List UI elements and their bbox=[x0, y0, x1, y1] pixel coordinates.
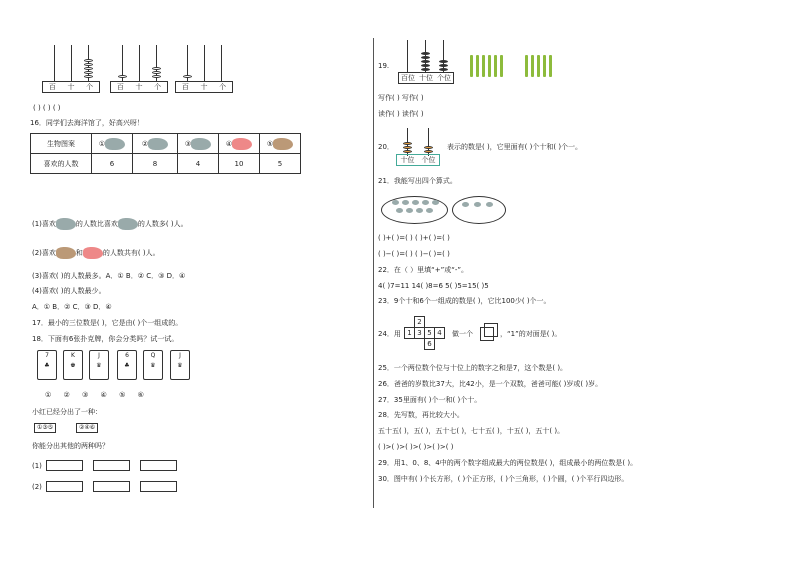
q24-b: 做一个 bbox=[452, 330, 473, 338]
q18-row-1 bbox=[46, 460, 177, 471]
card-4: 6 ♣ bbox=[117, 350, 137, 380]
q16-4-options: A．① B．② C．③ D．④ bbox=[32, 303, 112, 311]
q20-text: 表示的数是( )，它里面有( )个十和( )个一。 bbox=[447, 143, 583, 151]
q22: 22．在（ ）里填“+”或“-”。 bbox=[378, 266, 469, 274]
answer-box[interactable] bbox=[140, 460, 177, 471]
q19-number: 19. bbox=[378, 62, 390, 70]
q21-row-1: ( )+( )=( ) ( )+( )=( ) bbox=[378, 234, 450, 242]
q22-row: 4( )7=11 14( )8=6 5( )5=15( )5 bbox=[378, 282, 489, 290]
count-cell: 4 bbox=[178, 154, 219, 174]
table-row-label: 喜欢的人数 bbox=[31, 154, 92, 174]
q18-done: 小红已经分出了一种： bbox=[32, 408, 102, 416]
card-6: J ♛ bbox=[170, 350, 190, 380]
octopus-icon bbox=[273, 138, 293, 150]
count-cell: 8 bbox=[133, 154, 178, 174]
card-5: Q ♛ bbox=[143, 350, 163, 380]
table-header: 生物图案 bbox=[31, 134, 92, 154]
answer-box[interactable] bbox=[140, 481, 177, 492]
count-cell: 10 bbox=[219, 154, 260, 174]
q19-abacus: 百位 十位 个位 bbox=[398, 40, 454, 84]
abacus-3: 百 十 个 bbox=[175, 45, 233, 93]
q21-row-2: ( )−( )=( ) ( )−( )=( ) bbox=[378, 250, 450, 258]
clownfish-icon bbox=[232, 138, 252, 150]
q24-c: ，“1”的对面是( )。 bbox=[500, 330, 562, 338]
q16-title: 16．同学们去海洋馆了，好高兴呀！ bbox=[30, 119, 144, 127]
q23: 23．9个十和6个一组成的数是( )，它比100少( )个一。 bbox=[378, 297, 551, 305]
q16-2: (2)喜欢 和 的人数共有( )人。 bbox=[32, 249, 160, 257]
clownfish-icon bbox=[83, 247, 103, 259]
q18-row-2-label: (2) bbox=[32, 483, 42, 491]
q18-row-2 bbox=[46, 481, 177, 492]
q16-1: (1)喜欢 的人数比喜欢 的人数多( )人。 bbox=[32, 220, 188, 228]
group-2: ②④⑥ bbox=[76, 423, 98, 433]
card-2: K ♚ bbox=[63, 350, 83, 380]
q26: 26．爸爸的岁数比37大，比42小，是一个双数，爸爸可能( )岁或( )岁。 bbox=[378, 380, 603, 388]
pufferfish-icon bbox=[118, 218, 138, 230]
abacus-answers: ( ) ( ) ( ) bbox=[33, 104, 61, 112]
q28-row-2: ( )>( )>( )>( )>( )>( ) bbox=[378, 443, 454, 451]
fish-table: 生物图案 ① ② ③ ④ ⑤ 喜欢的人数 6 8 4 10 5 bbox=[30, 133, 301, 174]
q20-number: 20． bbox=[378, 143, 394, 151]
octopus-icon bbox=[56, 247, 76, 259]
count-cell: 6 bbox=[92, 154, 133, 174]
cube-icon bbox=[484, 323, 498, 337]
q21: 21．我能写出四个算式。 bbox=[378, 177, 457, 185]
answer-box[interactable] bbox=[46, 460, 83, 471]
card-3: J ♛ bbox=[89, 350, 109, 380]
card-1: 7 ♣ bbox=[37, 350, 57, 380]
q29: 29．用1、0、8、4中的两个数字组成最大的两位数是( )，组成最小的两位数是( )。 bbox=[378, 459, 638, 467]
plate-2 bbox=[452, 196, 506, 224]
answer-box[interactable] bbox=[93, 481, 130, 492]
q19-write: 写作( ) 写作( ) bbox=[378, 94, 424, 102]
count-cell: 5 bbox=[260, 154, 301, 174]
q19-read: 读作( ) 读作( ) bbox=[378, 110, 424, 118]
fish-icon bbox=[105, 138, 125, 150]
pufferfish-icon bbox=[191, 138, 211, 150]
answer-box[interactable] bbox=[93, 460, 130, 471]
fish-icon bbox=[148, 138, 168, 150]
column-divider bbox=[373, 38, 374, 508]
abacus-2: 百 十 个 bbox=[110, 45, 168, 93]
card-numbers: ① ② ③ ④ ⑤ ⑥ bbox=[45, 391, 144, 399]
cube-net: 2 1 3 5 4 6 bbox=[404, 316, 445, 350]
q18: 18．下面有6张扑克牌，你会分类吗？试一试。 bbox=[32, 335, 179, 343]
q28: 28．先写数，再比较大小。 bbox=[378, 411, 464, 419]
q25: 25．一个两位数个位与十位上的数字之和是7，这个数是( )。 bbox=[378, 364, 568, 372]
q18-row-1-label: (1) bbox=[32, 462, 42, 470]
q20-abacus: 十位 个位 bbox=[396, 128, 440, 166]
q24-a: 24．用 bbox=[378, 330, 401, 338]
fish-icon bbox=[56, 218, 76, 230]
q27: 27．35里面有( )个一和( )个十。 bbox=[378, 396, 482, 404]
abacus-1: 百 十 个 bbox=[42, 45, 100, 93]
answer-box[interactable] bbox=[46, 481, 83, 492]
q16-4: (4)喜欢( )的人数最少。 bbox=[32, 287, 106, 295]
q17: 17．最小的三位数是( )，它是由( )个一组成的。 bbox=[32, 319, 183, 327]
q16-3: (3)喜欢( )的人数最多。A．① B．② C．③ D．④ bbox=[32, 272, 186, 280]
q30: 30．图中有( )个长方形，( )个正方形，( )个三角形，( )个圆，( )个平行四边形。 bbox=[378, 475, 629, 483]
group-1: ①③⑤ bbox=[34, 423, 56, 433]
q28-row-1: 五十五( )，五( )，五十七( )，七十五( )，十五( )，五十( )。 bbox=[378, 427, 565, 435]
q18-ask: 你能分出其他的两种吗？ bbox=[32, 442, 109, 450]
